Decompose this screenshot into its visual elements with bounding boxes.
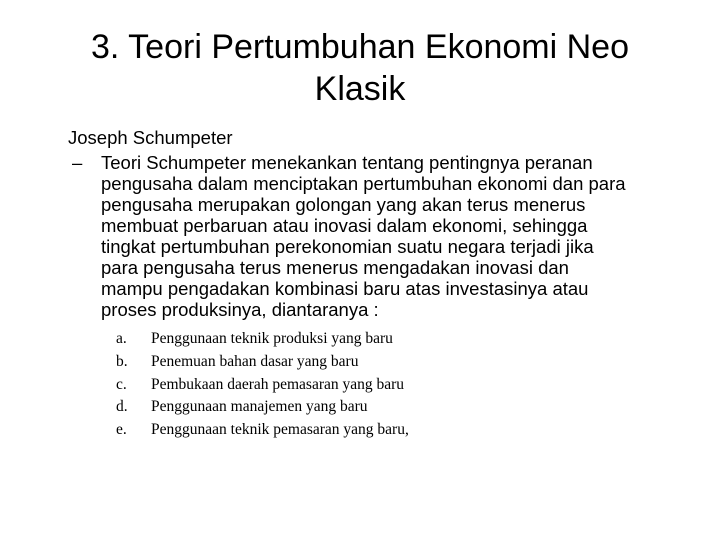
title-line-2: Klasik xyxy=(314,70,406,108)
slide-title xyxy=(40,26,680,110)
list-item xyxy=(116,419,636,442)
list-marker: a. xyxy=(116,330,127,347)
list-item-text: Penggunaan manajemen yang baru xyxy=(151,398,368,416)
list-item xyxy=(116,351,636,374)
subheading: Joseph Schumpeter xyxy=(68,127,233,148)
list-item xyxy=(116,396,636,419)
bullet-paragraph xyxy=(72,152,672,320)
list-item-text: Penemuan bahan dasar yang baru xyxy=(151,352,359,370)
list-item xyxy=(116,328,636,351)
paragraph-line: proses produksinya, diantaranya : xyxy=(101,299,379,320)
list-marker: e. xyxy=(116,421,127,439)
list-item xyxy=(116,374,636,397)
list-marker: d. xyxy=(116,398,128,416)
list-marker: c. xyxy=(116,375,127,393)
list-item-text: Penggunaan teknik produksi yang baru xyxy=(151,330,393,347)
title-line-1: 3. Teori Pertumbuhan Ekonomi Neo xyxy=(90,28,629,66)
paragraph-line: Teori Schumpeter menekankan tentang pentingnya peranan xyxy=(101,152,593,173)
list-item-text: Penggunaan teknik pemasaran yang baru, xyxy=(151,421,409,439)
paragraph-line: pengusaha merupakan golongan yang akan terus menerus xyxy=(101,194,586,215)
paragraph-line: para pengusaha terus menerus mengadakan inovasi dan xyxy=(101,257,569,278)
paragraph-line: mampu pengadakan kombinasi baru atas investasinya atau xyxy=(101,278,589,299)
list-marker: b. xyxy=(116,352,128,370)
list-item-text: Pembukaan daerah pemasaran yang baru xyxy=(151,375,405,393)
paragraph-line: tingkat pertumbuhan perekonomian suatu negara terjadi jika xyxy=(101,236,594,257)
paragraph-line: membuat perbaruan atau inovasi dalam ekonomi, sehingga xyxy=(101,215,588,236)
innovation-list xyxy=(116,328,636,442)
bullet-dash: – xyxy=(72,152,83,173)
paragraph-text xyxy=(72,152,672,320)
paragraph-line: pengusaha dalam menciptakan pertumbuhan ekonomi dan para xyxy=(101,173,626,194)
